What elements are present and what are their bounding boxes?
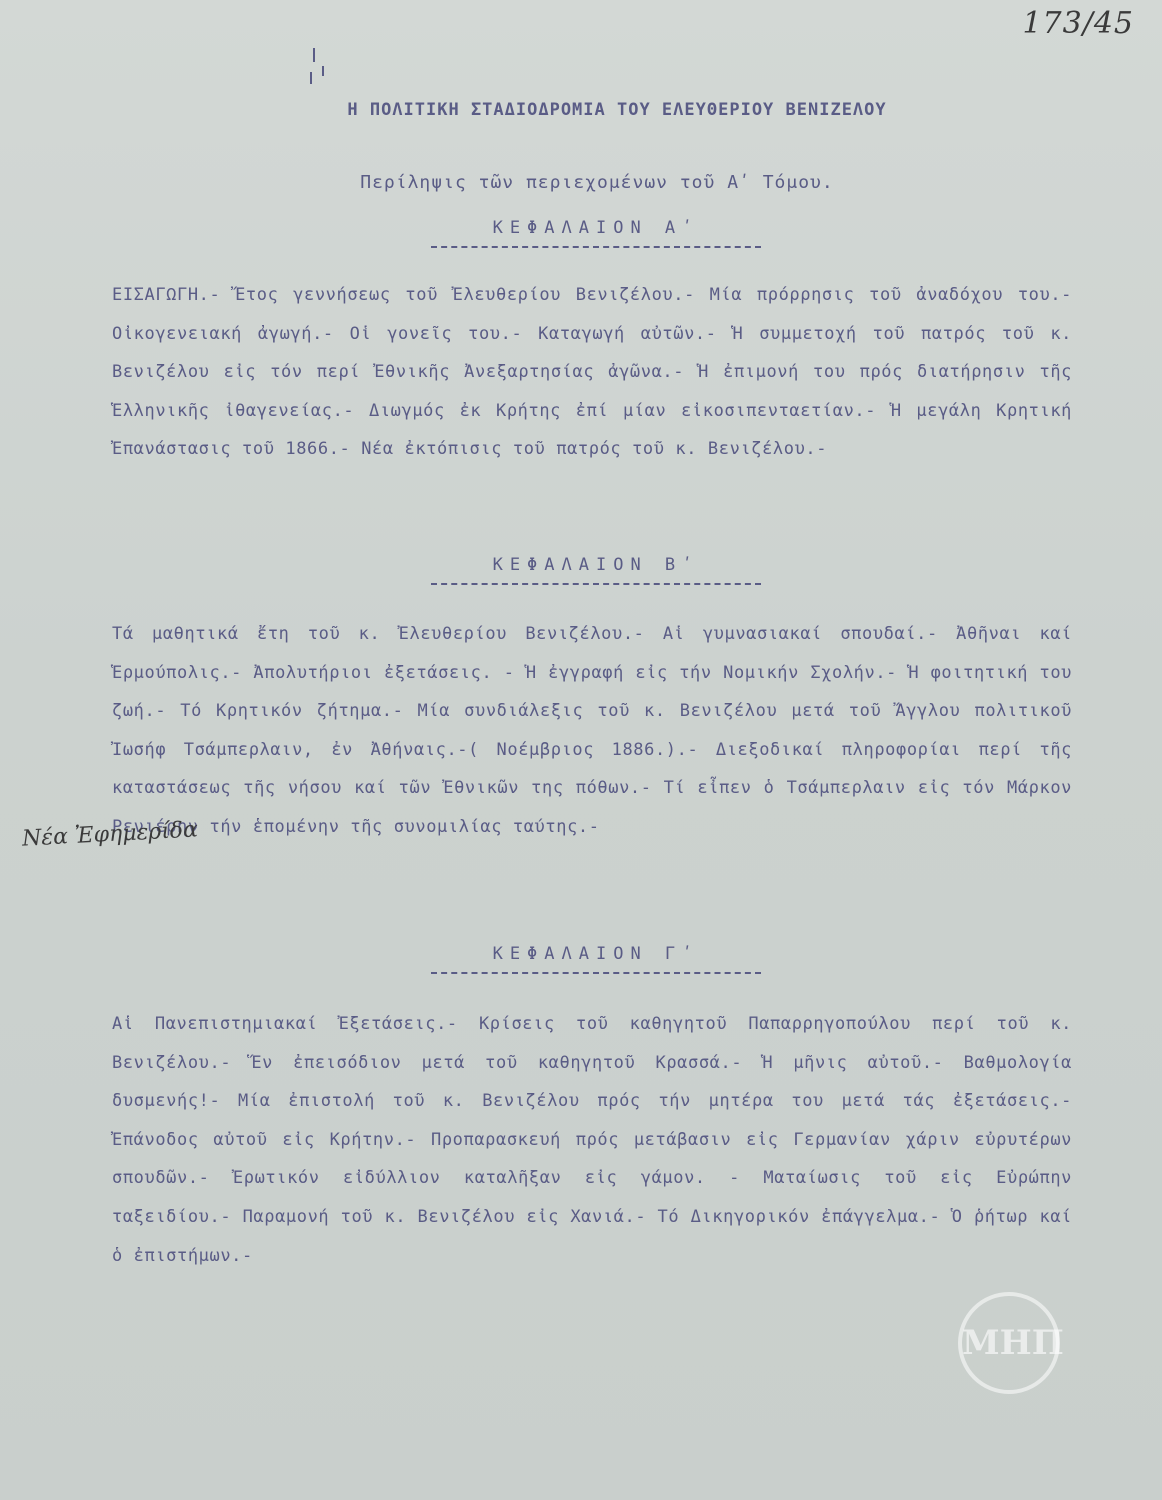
pen-mark xyxy=(310,72,312,84)
handwritten-margin-note: Νέα Ἐφημερίδα xyxy=(21,817,199,852)
archive-reference-number: 173/45 xyxy=(1022,6,1134,41)
archive-watermark-stamp: ΜΗΠ xyxy=(958,1292,1060,1394)
dashed-underline xyxy=(431,972,761,974)
chapter-summary-c: Αἱ Πανεπιστημιακαί Ἐξετάσεις.- Κρίσεις τοῦ καθηγητοῦ Παπαρρηγοπούλου περί τοῦ κ. Βενιζέλου.- Ἕν ἐπεισόδιον μετά τοῦ καθηγητοῦ Κρασσά.- Ἡ μῆνις αὐτοῦ.- Βαθμολογία δυσμενής!- Μία ἐπιστολή τοῦ κ. Βενιζέλου πρός τήν μητέρα του μετά τάς ἐξετάσεις.- Ἐπάνοδος αὐτοῦ εἰς Κρήτην.- Προπαρασκευή πρός μετάβασιν εἰς Γερμανίαν χάριν εὐρυτέρων σπουδῶν.- Ἐρωτικόν εἰδύλλιον καταλῆξαν εἰς γάμον. - Ματαίωσις τοῦ εἰς Εὐρώπην ταξειδίου.- Παραμονή τοῦ κ. Βενιζέλου εἰς Χανιά.- Τό Δικηγορικόν ἐπάγγελμα.- Ὁ ῥήτωρ καί ὁ ἐπιστήμων.- xyxy=(112,1014,1072,1266)
chapter-summary-a: ΕΙΣΑΓΩΓΗ.- Ἔτος γεννήσεως τοῦ Ἐλευθερίου Βενιζέλου.- Μία πρόρρησις τοῦ ἀναδόχου του.- Οἰκογενειακή ἀγωγή.- Οἱ γονεῖς του.- Καταγωγή αὐτῶν.- Ἡ συμμετοχή τοῦ πατρός τοῦ κ. Βενιζέλου εἰς τόν περί Ἐθνικῆς Ἀνεξαρτησίας ἀγῶνα.- Ἡ ἐπιμονή του πρός διατήρησιν τῆς Ἑλληνικῆς ἰθαγενείας.- Διωγμός ἐκ Κρήτης ἐπί μίαν εἰκοσιπενταετίαν.- Ἡ μεγάλη Κρητική Ἐπανάστασις τοῦ 1866.- Νέα ἐκτόπισις τοῦ πατρός τοῦ κ. Βενιζέλου.- xyxy=(112,285,1072,460)
chapter-heading-c xyxy=(15,944,1162,974)
pen-mark xyxy=(322,66,324,76)
chapter-heading-b xyxy=(15,555,1162,585)
dashed-underline xyxy=(431,583,761,585)
document-subtitle: Περίληψις τῶν περιεχομένων τοῦ Αʹ Τόμου. xyxy=(360,172,834,193)
dashed-underline xyxy=(431,246,761,248)
chapter-heading-text: ΚΕΦΑΛΑΙΟΝ Βʹ xyxy=(492,555,700,575)
chapter-heading-text: ΚΕΦΑΛΑΙΟΝ Αʹ xyxy=(492,218,700,238)
document-title: Η ΠΟΛΙΤΙΚΗ ΣΤΑΔΙΟΔΡΟΜΙΑ ΤΟΥ ΕΛΕΥΘΕΡΙΟΥ ΒΕΝΙΖΕΛΟΥ xyxy=(347,100,887,120)
chapter-summary-b: Τά μαθητικά ἔτη τοῦ κ. Ἐλευθερίου Βενιζέλου.- Αἱ γυμνασιακαί σπουδαί.- Ἀθῆναι καί Ἑρμούπολις.- Ἀπολυτήριοι ἐξετάσεις. - Ἡ ἐγγραφή εἰς τήν Νομικήν Σχολήν.- Ἡ φοιτητική του ζωή.- Τό Κρητικόν ζήτημα.- Μία συνδιάλεξις τοῦ κ. Βενιζέλου μετά τοῦ Ἄγγλου πολιτικοῦ Ἰωσήφ Τσάμπερλαιν, ἐν Ἀθήναις.-( Νοέμβριος 1886.).- Διεξοδικαί πληροφορίαι περί τῆς καταστάσεως τῆς νήσου καί τῶν Ἐθνικῶν της πόθων.- Τί εἶπεν ὁ Τσάμπερλαιν εἰς τόν Μάρκον Ρενιέρην τήν ἑπομένην τῆς συνομιλίας ταύτης.- xyxy=(112,624,1072,837)
chapter-heading-a xyxy=(15,218,1162,248)
chapter-heading-text: ΚΕΦΑΛΑΙΟΝ Γʹ xyxy=(492,944,700,964)
pen-mark xyxy=(313,48,315,62)
